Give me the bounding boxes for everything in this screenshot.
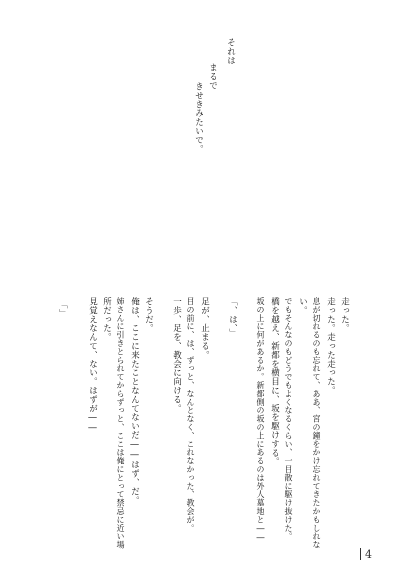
body-line-2: 走った。走った走った。 bbox=[325, 297, 336, 395]
page-number-bar bbox=[360, 548, 361, 560]
body-line-19: 見覚えなんて、ない。はずが―― bbox=[87, 297, 98, 434]
body-line-16: 俺は、ここに来たことなんてないだ――はず、だ。 bbox=[129, 297, 140, 505]
body-line-1: 走った。 bbox=[339, 297, 350, 333]
body-line-11: 足が、止まる。 bbox=[199, 297, 210, 360]
body-line-18: 所だった。 bbox=[101, 297, 112, 342]
upper-line-3: きせきみたいで。 bbox=[193, 82, 204, 154]
body-line-3: 息が切れるのも忘れて、ああ、宮の鐘をかけ忘れてきたかもしれな bbox=[312, 297, 321, 549]
body-line-5: でもそんなのもどうでもよくなるくらい、一目散に駆け抜けた。 bbox=[284, 297, 293, 541]
body-line-13: 一歩、足を、教会に向ける。 bbox=[171, 297, 182, 413]
body-line-17: 姉さんに引きとられてからずっと、ここは俺にとって禁忌に近い場 bbox=[116, 297, 125, 549]
body-line-21: 「」 bbox=[57, 300, 68, 318]
page-number-value: 4 bbox=[365, 548, 372, 561]
body-line-12: 目の前に、は、ずっと、なんとなく、これなかった、教会が。 bbox=[186, 297, 195, 533]
body-line-6: 橋を越え、新都を横目に、坂を駆けする。 bbox=[269, 297, 280, 467]
upper-line-1: それは bbox=[225, 38, 236, 65]
body-line-15: そうだ。 bbox=[143, 297, 154, 333]
body-line-9: 「、は、」 bbox=[227, 297, 238, 338]
body-line-7: 坂の上に何があるか。新都側の坂の上にあるのは外人墓地と―― bbox=[256, 297, 265, 543]
body-line-4: い。 bbox=[297, 297, 308, 315]
upper-line-2: まるで bbox=[207, 63, 218, 90]
page-number bbox=[360, 548, 372, 561]
